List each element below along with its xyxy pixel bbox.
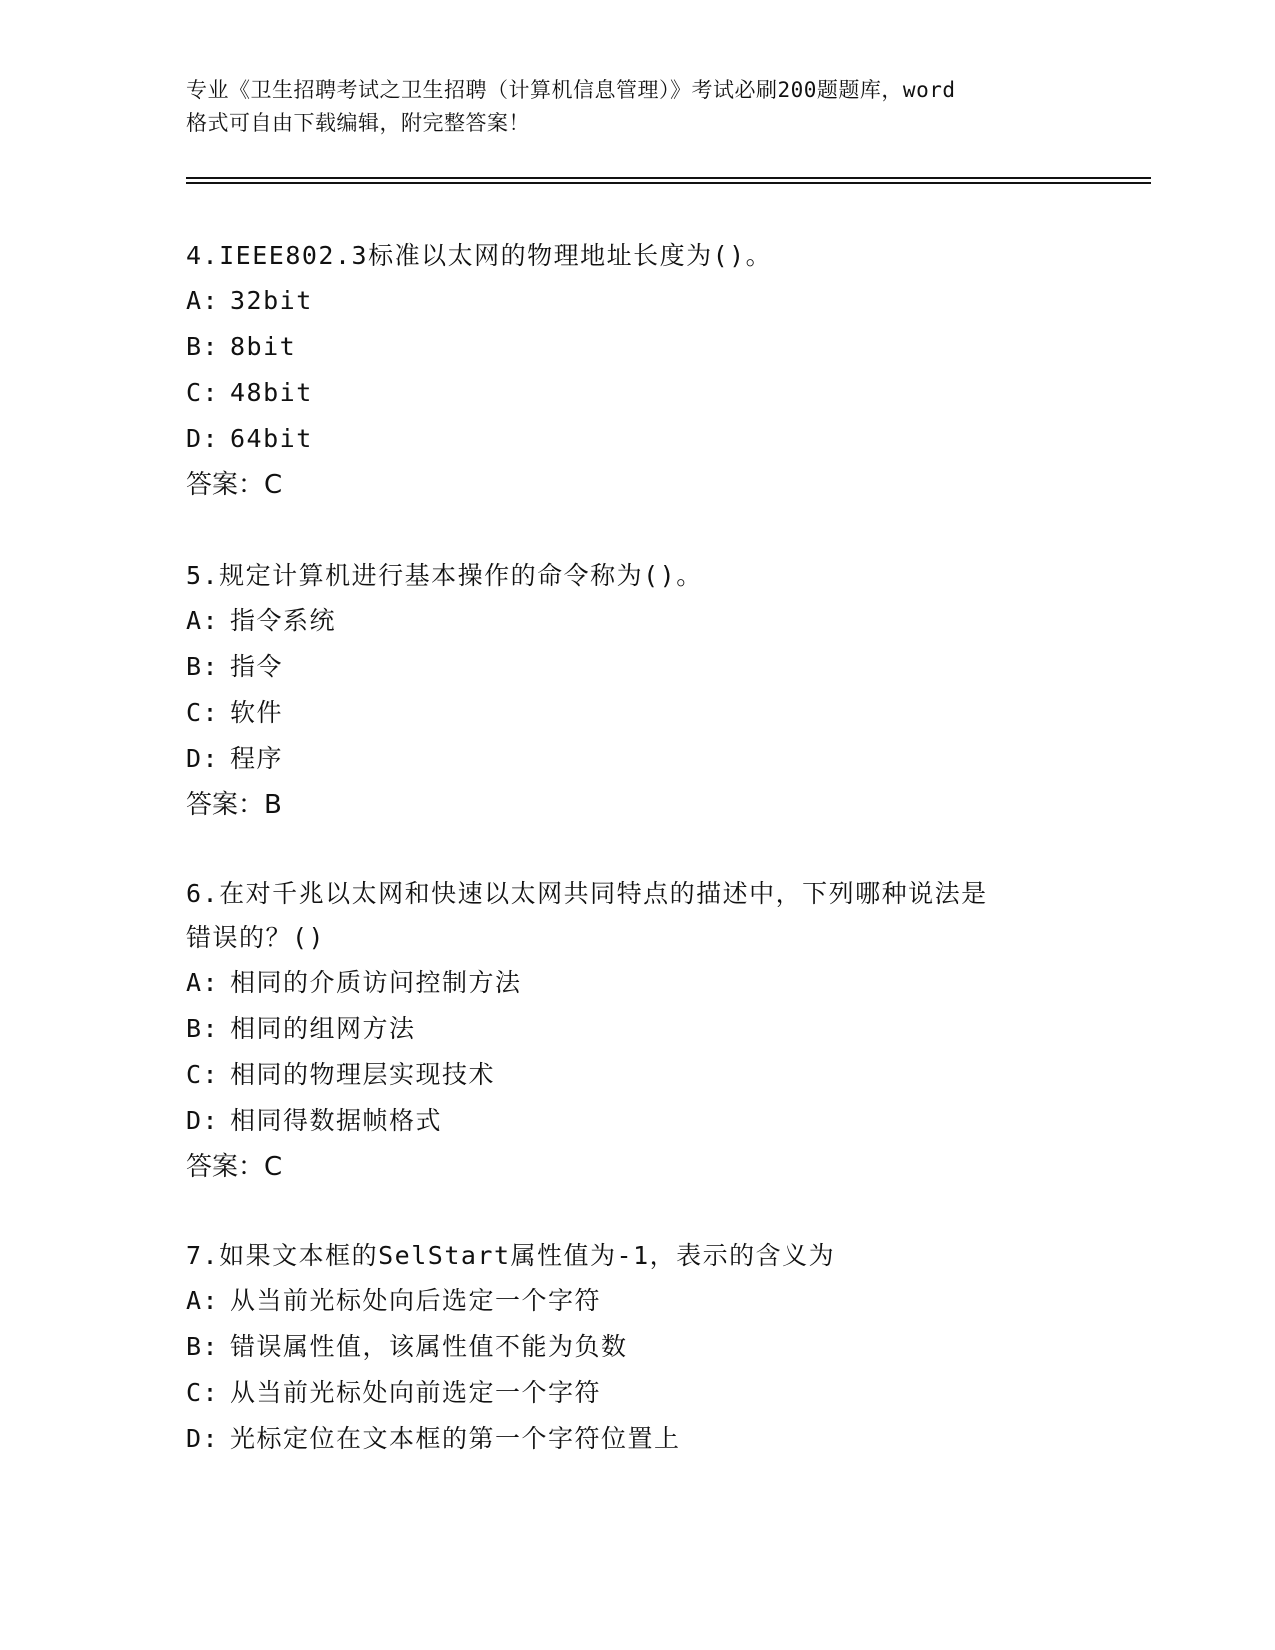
- option-key: C:: [186, 698, 220, 727]
- option-a: [186, 960, 1086, 1006]
- question-number: 4.: [186, 241, 220, 270]
- question-stem: 如果文本框的SelStart属性值为-1，表示的含义为: [219, 1241, 836, 1270]
- question-text: [186, 234, 1086, 278]
- header-divider-top: [186, 177, 1151, 179]
- option-d: [186, 416, 1086, 462]
- option-text: 48bit: [230, 378, 313, 407]
- question-text: [186, 554, 1086, 598]
- question-text: [186, 1234, 1086, 1278]
- option-text: 32bit: [230, 286, 313, 315]
- option-key: C:: [186, 1378, 220, 1407]
- option-d: [186, 1098, 1086, 1144]
- question-7: [186, 1234, 1086, 1462]
- answer-line: 答案：B: [186, 790, 282, 820]
- option-c: [186, 1052, 1086, 1098]
- option-key: A:: [186, 286, 220, 315]
- option-text: 软件: [230, 698, 284, 727]
- option-b: [186, 324, 1086, 370]
- option-d: [186, 736, 1086, 782]
- option-b: [186, 1006, 1086, 1052]
- answer-line: 答案：C: [186, 470, 283, 500]
- question-4: [186, 234, 1086, 508]
- question-stem: 规定计算机进行基本操作的命令称为()。: [219, 561, 703, 590]
- option-key: D:: [186, 1106, 220, 1135]
- option-key: A:: [186, 968, 220, 997]
- header-divider-bottom: [186, 182, 1151, 184]
- option-key: B:: [186, 1332, 220, 1361]
- question-number: 6.: [186, 879, 220, 908]
- option-text: 8bit: [230, 332, 297, 361]
- option-c: [186, 370, 1086, 416]
- option-a: [186, 1278, 1086, 1324]
- option-key: B:: [186, 652, 220, 681]
- question-stem-line-1: 在对千兆以太网和快速以太网共同特点的描述中，下列哪种说法是: [219, 879, 988, 908]
- option-text: 光标定位在文本框的第一个字符位置上: [230, 1424, 681, 1453]
- option-text: 程序: [230, 744, 284, 773]
- option-key: C:: [186, 378, 220, 407]
- question-6: [186, 872, 1086, 1190]
- question-number: 5.: [186, 561, 220, 590]
- option-b: [186, 644, 1086, 690]
- question-stem: IEEE802.3标准以太网的物理地址长度为()。: [219, 241, 773, 270]
- option-key: B:: [186, 1014, 220, 1043]
- option-d: [186, 1416, 1086, 1462]
- option-a: [186, 598, 1086, 644]
- document-header: [186, 74, 1086, 140]
- option-text: 相同的组网方法: [230, 1014, 416, 1043]
- question-stem-line-2: 错误的？(): [186, 923, 326, 952]
- option-key: D:: [186, 1424, 220, 1453]
- option-key: A:: [186, 1286, 220, 1315]
- question-text: [186, 872, 1086, 916]
- option-text: 指令: [230, 652, 284, 681]
- option-text: 相同得数据帧格式: [230, 1106, 443, 1135]
- option-key: D:: [186, 424, 220, 453]
- option-key: D:: [186, 744, 220, 773]
- option-a: [186, 278, 1086, 324]
- option-key: B:: [186, 332, 220, 361]
- question-5: [186, 554, 1086, 828]
- answer-line: 答案：C: [186, 1152, 283, 1182]
- question-text-continued: [186, 916, 1086, 960]
- header-line-2: 格式可自由下载编辑，附完整答案！: [186, 111, 530, 135]
- option-text: 指令系统: [230, 606, 337, 635]
- header-line-1: 专业《卫生招聘考试之卫生招聘（计算机信息管理）》考试必刷200题题库，word: [186, 78, 956, 102]
- option-key: C:: [186, 1060, 220, 1089]
- option-c: [186, 690, 1086, 736]
- question-number: 7.: [186, 1241, 220, 1270]
- option-text: 从当前光标处向前选定一个字符: [230, 1378, 602, 1407]
- option-text: 相同的物理层实现技术: [230, 1060, 496, 1089]
- option-text: 从当前光标处向后选定一个字符: [230, 1286, 602, 1315]
- option-text: 错误属性值，该属性值不能为负数: [230, 1332, 628, 1361]
- option-text: 相同的介质访问控制方法: [230, 968, 522, 997]
- option-b: [186, 1324, 1086, 1370]
- option-text: 64bit: [230, 424, 313, 453]
- option-key: A:: [186, 606, 220, 635]
- option-c: [186, 1370, 1086, 1416]
